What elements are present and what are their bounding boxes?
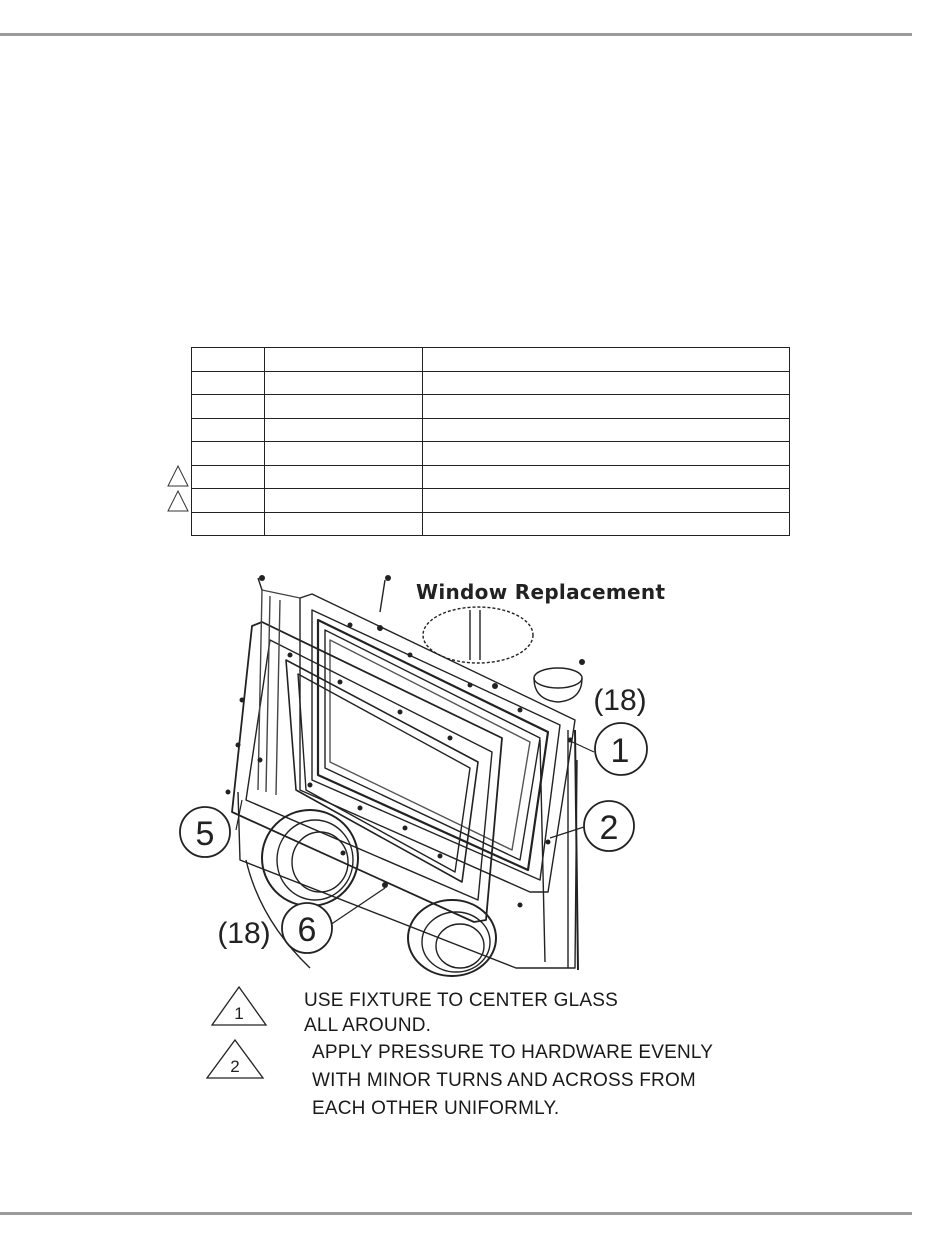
note-2-line-3: EACH OTHER UNIFORMLY. xyxy=(312,1098,560,1119)
table-cell xyxy=(192,371,265,395)
parts-table xyxy=(191,347,790,536)
table-cell xyxy=(265,465,423,489)
note-1-triangle-icon xyxy=(210,985,268,1027)
figure-title: Window Replacement xyxy=(416,580,666,604)
callout-part-6: 6 xyxy=(297,911,317,949)
note-2-line-1: APPLY PRESSURE TO HARDWARE EVENLY xyxy=(312,1042,714,1063)
note-2-marker: 2 xyxy=(230,1057,240,1076)
table-cell xyxy=(265,348,423,372)
callout-part-5: 5 xyxy=(195,815,215,853)
table-cell xyxy=(192,512,265,536)
note-1-line-1: USE FIXTURE TO CENTER GLASS xyxy=(304,990,619,1011)
table-cell xyxy=(192,395,265,419)
note-marker-triangle-icon xyxy=(167,490,189,512)
table-cell xyxy=(423,371,790,395)
table-cell xyxy=(265,442,423,466)
callout-part-1: 1 xyxy=(610,732,630,770)
table-cell xyxy=(265,489,423,513)
table-row xyxy=(192,348,790,372)
table-cell xyxy=(423,418,790,442)
note-1-line-2: ALL AROUND. xyxy=(304,1015,432,1036)
footer-rule xyxy=(0,1212,912,1215)
table-cell xyxy=(192,348,265,372)
table-row xyxy=(192,465,790,489)
callout-qty-top: (18) xyxy=(593,684,647,717)
table-row xyxy=(192,442,790,466)
table-row xyxy=(192,395,790,419)
table-cell xyxy=(423,348,790,372)
note-2-triangle-icon xyxy=(205,1038,265,1080)
table-cell xyxy=(192,465,265,489)
table-cell xyxy=(192,442,265,466)
callout-part-2: 2 xyxy=(599,809,619,847)
note-marker-triangle-icon xyxy=(167,465,189,487)
table-cell xyxy=(265,395,423,419)
note-1-marker: 1 xyxy=(234,1004,244,1023)
table-cell xyxy=(423,442,790,466)
table-cell xyxy=(192,489,265,513)
note-2-line-2: WITH MINOR TURNS AND ACROSS FROM xyxy=(312,1070,696,1091)
table-row xyxy=(192,371,790,395)
table-cell xyxy=(265,418,423,442)
table-cell xyxy=(423,465,790,489)
table-cell xyxy=(423,512,790,536)
table-cell xyxy=(423,395,790,419)
callout-qty-bottom: (18) xyxy=(217,917,271,950)
table-cell xyxy=(265,371,423,395)
table-row xyxy=(192,512,790,536)
header-rule xyxy=(0,33,912,36)
table-row xyxy=(192,418,790,442)
table-cell xyxy=(423,489,790,513)
table-cell xyxy=(265,512,423,536)
table-cell xyxy=(192,418,265,442)
table-row xyxy=(192,489,790,513)
